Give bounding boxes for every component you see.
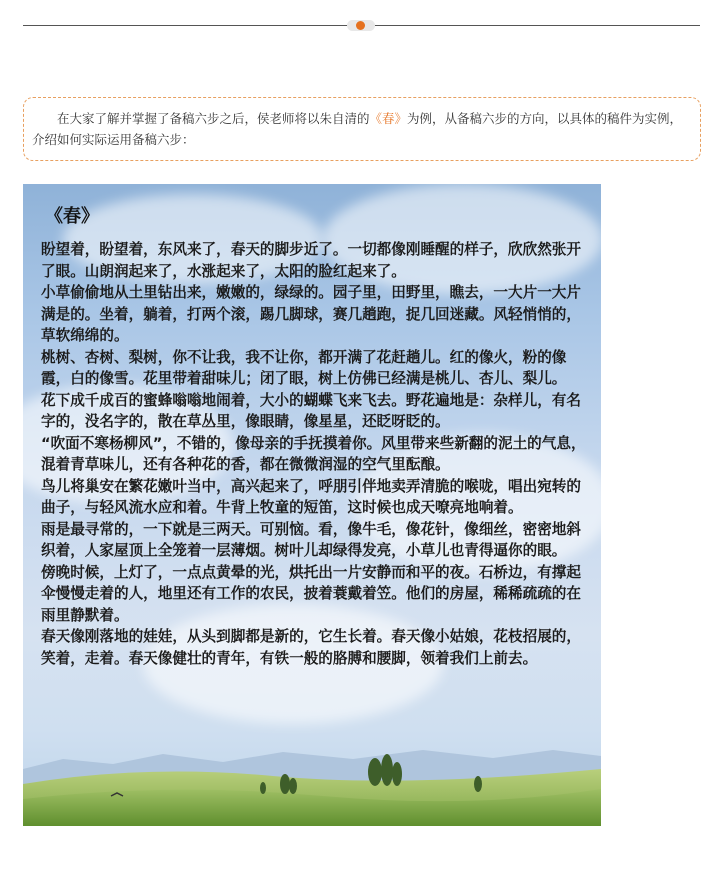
poem-paragraph: 鸟儿将巢安在繁花嫩叶当中，高兴起来了，呼朋引伴地卖弄清脆的喉咙，唱出宛转的曲子，与轻风流水应和着。牛背上牧童的短笛，这时候也成天嘹亮地响着。 <box>41 477 581 516</box>
poem-image <box>23 184 601 826</box>
poem-paragraph: 桃树、杏树、梨树，你不让我，我不让你，都开满了花赶趟儿。红的像火，粉的像霞，白的像雪。花里带着甜味儿；闭了眼，树上仿佛已经满是桃儿、杏儿、梨儿。 <box>41 348 567 387</box>
poem-paragraph: 春天像刚落地的娃娃，从头到脚都是新的，它生长着。春天像小姑娘，花枝招展的，笑着，走着。春天像健壮的青年，有铁一般的胳膊和腰脚，领着我们上前去。 <box>41 628 581 667</box>
intro-text-after: 为例，从备稿六步的方向，以具体的稿件为实例，介绍如何实际运用备稿六步： <box>32 111 683 147</box>
intro-book-title: 《春》 <box>369 111 408 126</box>
poem-paragraph: 傍晚时候，上灯了，一点点黄晕的光，烘托出一片安静而和平的夜。石桥边，有撑起伞慢慢走着的人，地里还有工作的农民，披着蓑戴着笠。他们的房屋，稀稀疏疏的在雨里静默着。 <box>41 563 581 624</box>
poem-paragraph: 盼望着，盼望着，东风来了，春天的脚步近了。一切都像刚睡醒的样子，欣欣然张开了眼。山朗润起来了，水涨起来了，太阳的脸红起来了。 <box>41 241 581 280</box>
poem-paragraph: “吹面不寒杨柳风”，不错的，像母亲的手抚摸着你。风里带来些新翻的泥土的气息，混着青草味儿，还有各种花的香，都在微微润湿的空气里酝酿。 <box>41 434 586 473</box>
poem-paragraph: 小草偷偷地从土里钻出来，嫩嫩的，绿绿的。园子里，田野里，瞧去，一大片一大片满是的。坐着，躺着，打两个滚，踢几脚球，赛几趟跑，捉几回迷藏。风轻悄悄的，草软绵绵的。 <box>41 284 581 344</box>
divider-dot-icon <box>356 21 365 30</box>
poem-title: 《春》 <box>45 206 99 227</box>
intro-text-before: 在大家了解并掌握了备稿六步之后，侯老师将以朱自清的 <box>57 111 370 126</box>
poem-paragraph: 花下成千成百的蜜蜂嗡嗡地闹着，大小的蝴蝶飞来飞去。野花遍地是：杂样儿，有名字的，没名字的，散在草丛里，像眼睛，像星星，还眨呀眨的。 <box>41 391 581 430</box>
intro-callout <box>23 97 701 161</box>
poem-body <box>41 239 586 669</box>
poem-paragraph: 雨是最寻常的，一下就是三两天。可别恼。看，像牛毛，像花针，像细丝，密密地斜织着，人家屋顶上全笼着一层薄烟。树叶儿却绿得发亮，小草儿也青得逼你的眼。 <box>41 520 581 559</box>
